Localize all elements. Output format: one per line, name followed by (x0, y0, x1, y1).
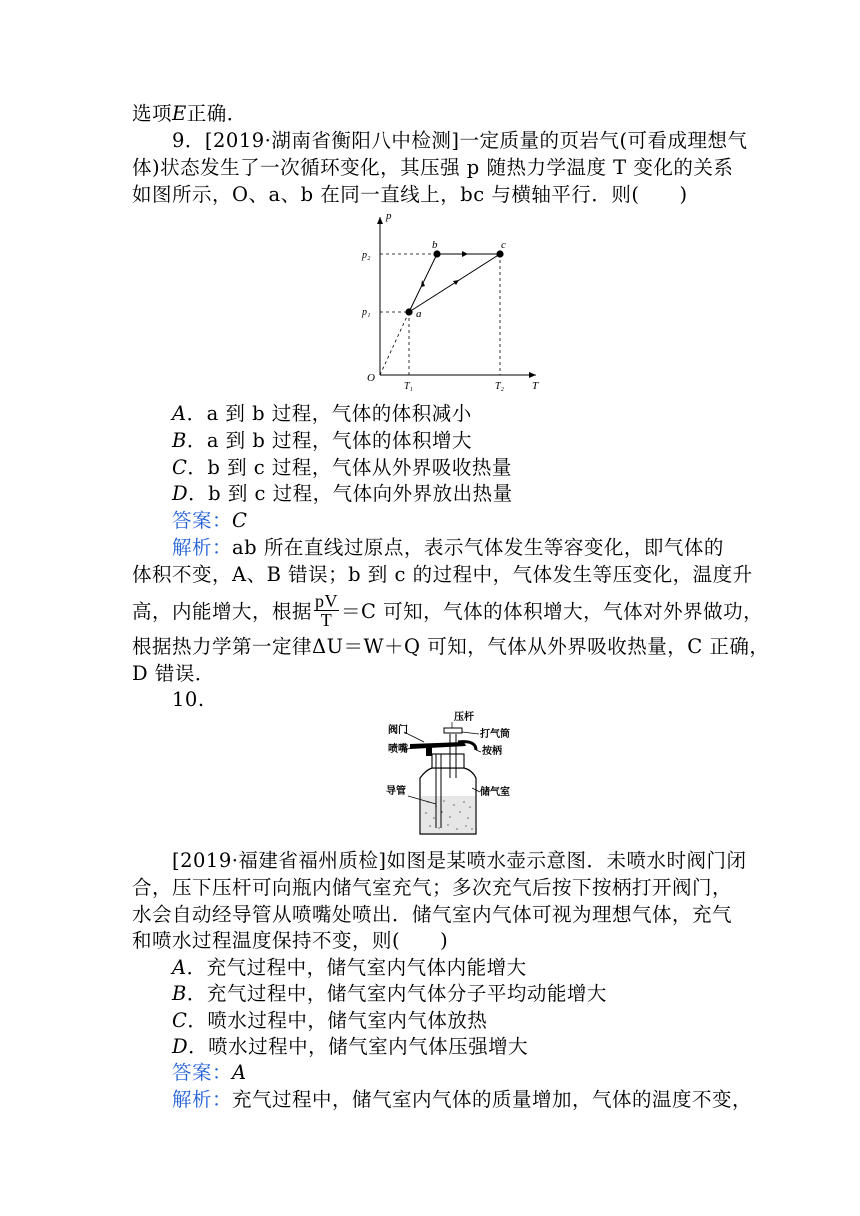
ideal-gas-fraction: $\frac{pV}{T}$ (315, 591, 339, 630)
q9-stem-line-3: 如图所示，O、a、b 在同一直线上，bc 与横轴平行．则( ) (132, 183, 688, 206)
p2-label: p₂ (362, 250, 371, 261)
q9-analysis-line-5: D 错误． (132, 662, 215, 685)
point-c (496, 250, 503, 257)
q10-stem-line-4: 和喷水过程温度保持不变，则( ) (132, 929, 449, 952)
spray-bottle-figure (384, 708, 524, 840)
q9-option-a: A．a 到 b 过程，气体的体积减小 (172, 402, 472, 425)
q9-analysis-line-3: 高，内能增大，根据 $\frac{pV}{T}$ ＝C 可知，气体的体积增大，气体对外界做功， (132, 591, 764, 630)
q9-option-d: D．b 到 c 过程，气体向外界放出热量 (172, 482, 513, 505)
chamber-label: 储气室 (480, 787, 510, 798)
point-a (405, 308, 412, 315)
q10-stem-line-3: 水会自动经导管从喷嘴处喷出．储气室内气体可视为理想气体，充气 (132, 903, 733, 926)
press-rod-label: 压杆 (454, 712, 474, 723)
t-axis-label: T (532, 380, 539, 392)
point-b-label: b (432, 239, 438, 251)
point-c-label: c (501, 239, 506, 251)
point-b (433, 250, 440, 257)
t2-label: T₂ (495, 381, 505, 392)
q10-option-c: C．喷水过程中，储气室内气体放热 (172, 1009, 488, 1032)
q10-number: 10. (172, 688, 205, 711)
p1-label: p₁ (362, 307, 371, 318)
handle-label: 按柄 (482, 746, 502, 757)
q10-stem-line-2: 合，压下压杆可向瓶内储气室充气；多次充气后按下按柄打开阀门， (132, 876, 733, 899)
q10-analysis-line-1: 解析：充气过程中，储气室内气体的质量增加，气体的温度不变， (172, 1088, 753, 1111)
pump-label: 打气筒 (480, 729, 510, 740)
q10-option-d: D．喷水过程中，储气室内气体压强增大 (172, 1035, 529, 1058)
valve-label: 阀门 (388, 725, 408, 736)
p-axis-label: p (386, 210, 392, 222)
nozzle-label: 喷嘴 (388, 744, 408, 755)
point-a-label: a (416, 308, 422, 320)
prev-answer-line: 选项E正确． (132, 102, 247, 125)
q9-analysis-line-1: 解析：ab 所在直线过原点，表示气体发生等容变化，即气体的 (172, 536, 724, 559)
q9-stem-line-1: 9．[2019·湖南省衡阳八中检测]一定质量的页岩气(可看成理想气 (172, 129, 748, 152)
q10-stem-line-1: [2019·福建省福州质检]如图是某喷水壶示意图．未喷水时阀门闭 (172, 849, 747, 872)
t1-label: T₁ (404, 381, 414, 392)
tube-label: 导管 (386, 786, 406, 797)
q9-analysis-line-4: 根据热力学第一定律ΔU＝W＋Q 可知，气体从外界吸收热量，C 正确， (132, 635, 770, 658)
q10-answer: 答案：A (172, 1061, 247, 1084)
q9-answer: 答案：C (172, 509, 248, 532)
q10-option-a: A．充气过程中，储气室内气体内能增大 (172, 956, 527, 979)
q9-analysis-line-2: 体积不变，A、B 错误；b 到 c 的过程中，气体发生等压变化，温度升 (132, 563, 753, 586)
q9-option-c: C．b 到 c 过程，气体从外界吸收热量 (172, 456, 512, 479)
q9-stem-line-2: 体)状态发生了一次循环变化，其压强 p 随热力学温度 T 变化的关系 (132, 156, 734, 179)
q9-pt-graph (360, 205, 550, 395)
q10-option-b: B．充气过程中，储气室内气体分子平均动能增大 (172, 982, 607, 1005)
origin-label: O (367, 372, 375, 384)
q9-option-b: B．a 到 b 过程，气体的体积增大 (172, 429, 473, 452)
